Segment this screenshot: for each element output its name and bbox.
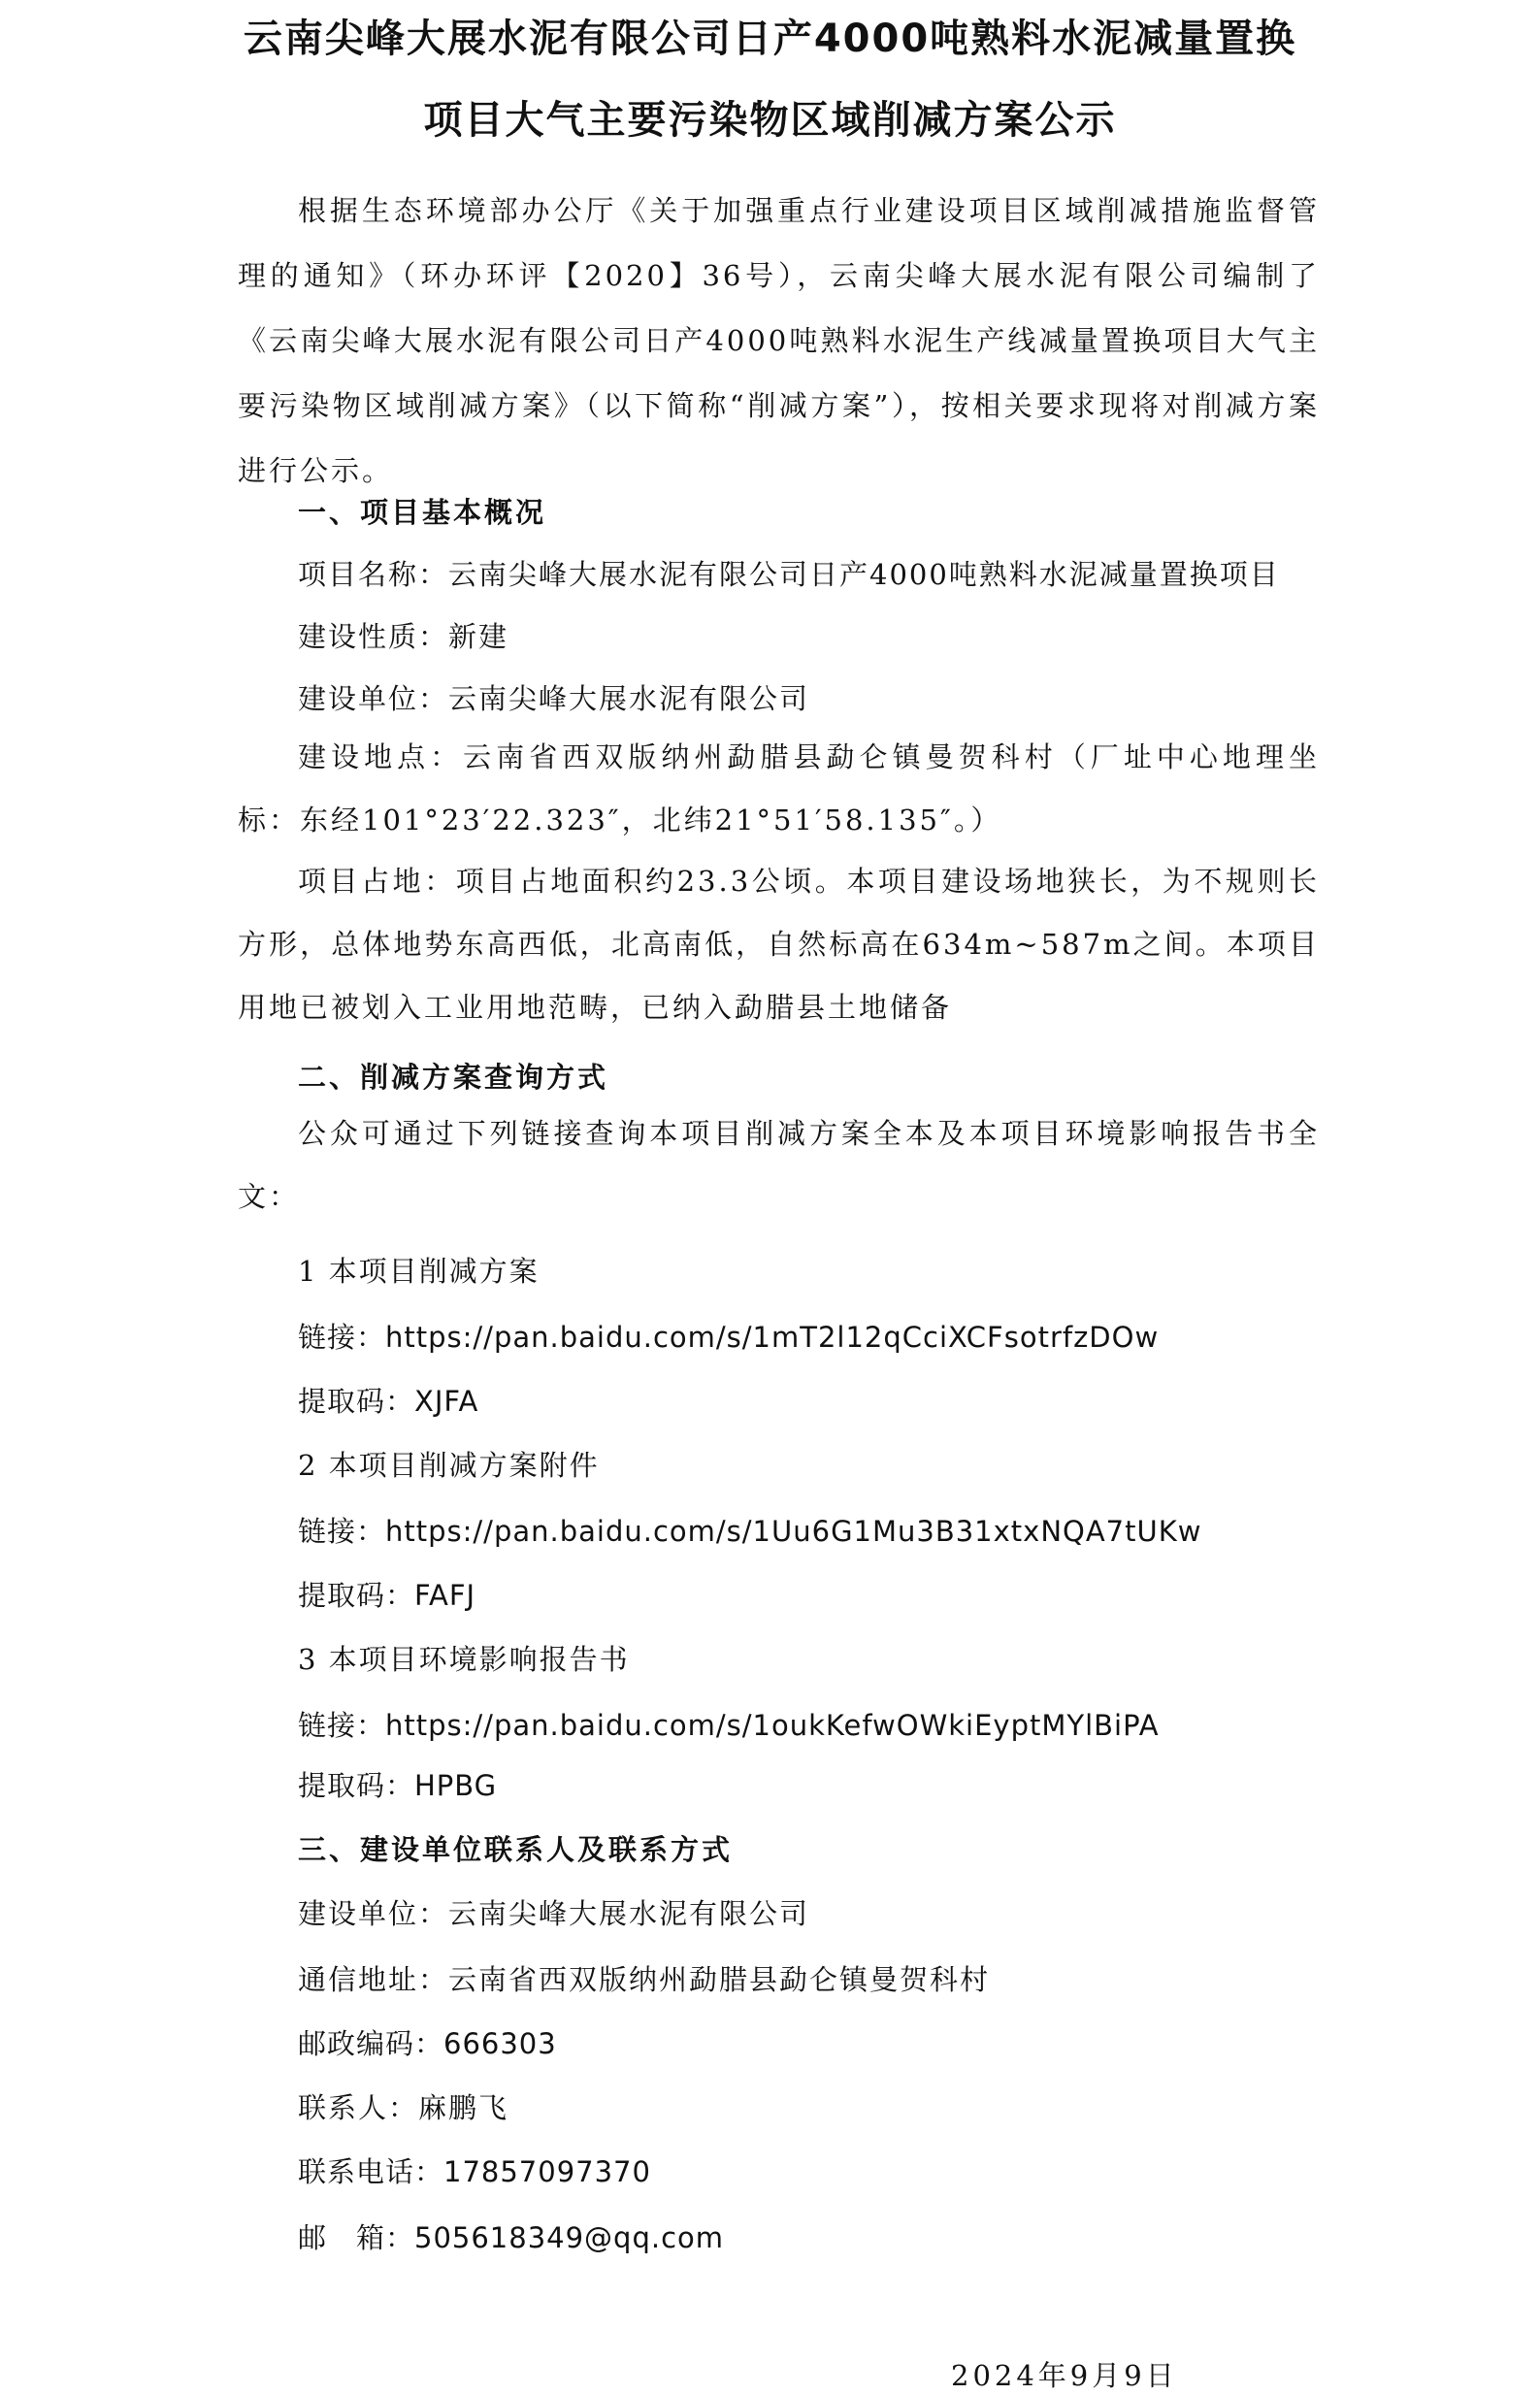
project-name: 项目名称：云南尖峰大展水泥有限公司日产4000吨熟料水泥减量置换项目 (298, 558, 1280, 591)
section-3-heading: 三、建设单位联系人及联系方式 (298, 1833, 734, 1866)
project-land: 项目占地：项目占地面积约23.3公顷。本项目建设场地狭长，为不规则长方形，总体地势东高西低，北高南低，自然标高在634m~587m之间。本项目用地已被划入工业用地范畴，已纳入勐腊县土地储备 (238, 865, 1320, 1024)
contact-unit: 建设单位：云南尖峰大展水泥有限公司 (298, 1897, 810, 1930)
intro-paragraph: 根据生态环境部办公厅《关于加强重点行业建设项目区域削减措施监督管理的通知》（环办环评【2020】36号），云南尖峰大展水泥有限公司编制了《云南尖峰大展水泥有限公司日产4000吨熟料水泥生产线减量置换项目大气主要污染物区域削减方案》（以下简称“削减方案”），按相关要求现将对削减方案进行公示。 (238, 194, 1320, 487)
doc-item-3-link[interactable]: 链接：https://pan.baidu.com/s/1oukKefwOWkiEyptMYlBiPA (298, 1709, 1160, 1742)
project-unit: 建设单位：云南尖峰大展水泥有限公司 (298, 682, 810, 715)
doc-item-1-title: 1 本项目削减方案 (298, 1255, 540, 1288)
project-location: 建设地点：云南省西双版纳州勐腊县勐仑镇曼贺科村（厂址中心地理坐标：东经101°23′22.323″，北纬21°51′58.135″。） (238, 740, 1320, 837)
section-1-heading: 一、项目基本概况 (298, 496, 547, 529)
doc-item-3-title: 3 本项目环境影响报告书 (298, 1643, 630, 1676)
document-title-line-2: 项目大气主要污染物区域削减方案公示 (423, 98, 1117, 143)
document-date: 2024年9月9日 (951, 2359, 1178, 2392)
contact-person: 联系人：麻鹏飞 (298, 2091, 509, 2124)
doc-item-2-link[interactable]: 链接：https://pan.baidu.com/s/1Uu6G1Mu3B31xtxNQA7tUKw (298, 1515, 1202, 1548)
query-intro: 公众可通过下列链接查询本项目削减方案全本及本项目环境影响报告书全文： (238, 1117, 1320, 1213)
doc-item-2-title: 2 本项目削减方案附件 (298, 1449, 600, 1482)
doc-item-3-code: 提取码：HPBG (298, 1769, 498, 1802)
project-nature: 建设性质：新建 (298, 620, 509, 653)
doc-item-2-code: 提取码：FAFJ (298, 1579, 476, 1612)
doc-item-1-link[interactable]: 链接：https://pan.baidu.com/s/1mT2l12qCciXCFsotrfzDOw (298, 1321, 1160, 1354)
contact-postcode: 邮政编码：666303 (298, 2027, 557, 2060)
contact-address: 通信地址：云南省西双版纳州勐腊县勐仑镇曼贺科村 (298, 1963, 991, 1996)
contact-phone: 联系电话：17857097370 (298, 2155, 651, 2188)
section-2-heading: 二、削减方案查询方式 (298, 1061, 609, 1094)
doc-item-1-code: 提取码：XJFA (298, 1385, 479, 1418)
document-title-line-1: 云南尖峰大展水泥有限公司日产4000吨熟料水泥减量置换 (243, 16, 1297, 61)
contact-email[interactable]: 邮 箱：505618349@qq.com (298, 2221, 725, 2254)
